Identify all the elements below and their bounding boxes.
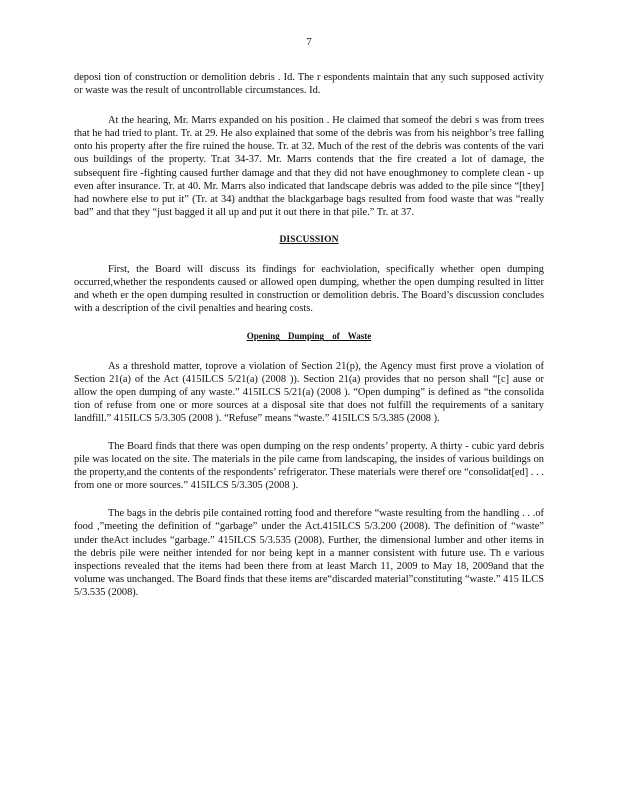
paragraph-discussion-intro: First, the Board will discuss its findings for eachviolation, specifically whether open dumping occurred,whether the respondents caused or allowed open dumping, whether the open dumping resulted in litter and wheth er the open dumping resulted in construction or demolition debris. The Board’s discussion concludes with a description of the civil penalties and hearing costs. <box>74 264 544 315</box>
paragraph-respondents-position: deposi tion of construction or demolition debris . Id. The r espondents maintain that any such supposed activity or waste was the result of uncontrollable circumstances. Id. <box>74 72 544 97</box>
paragraph-threshold-matter: As a threshold matter, toprove a violation of Section 21(p), the Agency must first prove a violation of Section 21(a) of the Act (415ILCS 5/21(a) (2008 )). Section 21(a) provides that no person shall “[c] ause or allow the open dumping of any waste.” 415ILCS 5/21(a) (2008 ). “Open dumping” is defined as “the consolida tion of refuse from one or more sources at a disposal site that does not fulfill the requirements of a sanitary landfill.” 415ILCS 5/3.305 (2008 ). “Refuse” means “waste.” 415ILCS 5/3.385 (2008 ). <box>74 360 544 424</box>
paragraph-board-finds-open-dumping: The Board finds that there was open dumping on the resp ondents’ property. A thirty - cubic yard debris pile was located on the site. The materials in the pile came from landscaping, the insides of various buildings on the property,and the contents of the respondents’ refrigerator. These materials were theref ore “consolidat[ed] . . . from one or more sources.” 415ILCS 5/3.305 (2008 ). <box>74 440 544 492</box>
document-body <box>74 71 544 614</box>
section-heading-discussion <box>74 234 544 247</box>
paragraph-garbage-waste: The bags in the debris pile contained rotting food and therefore “waste resulting from the handling . . .of food ,”meeting the definition of “garbage” under the Act.415ILCS 5/3.200 (2008). The definition of “waste” under theAct includes “garbage.” 415ILCS 5/3.535 (2008). Further, the dimensional lumber and other items in the debris pile were neither intended for nor being kept in a manner consistent with future use. Th e various inspections revealed that the items had been there from at least March 11, 2009 to May 18, 2009and that the volume was unchanged. The Board finds that these items are“discarded material”constituting “waste.” 415 ILCS 5/3.535 (2008). <box>74 508 544 598</box>
section-heading-discussion-text: DISCUSSION <box>279 234 339 245</box>
subsection-heading-open-dumping <box>74 330 544 343</box>
paragraph-hearing-testimony: At the hearing, Mr. Marrs expanded on his position . He claimed that someof the debri s was from trees that he had tried to plant. Tr. at 29. He also explained that some of the debris was from his neighbor’s tree falling onto his property after the fire ruined the house. Tr. at 32. Much of the rest of the debris was contents of the vari ous buildings of the property. Tr.at 34-37. Mr. Marrs contends that the fire created a lot of damage, the subsequent fire -fighting caused further damage and that they did not have enoughmoney to complete clean - up even after insurance. Tr. at 40. Mr. Marrs also indicated that landscape debris was added to the pile since “[they] had nowhere else to put it” (Tr. at 34) andthat the blackgarbage bags resulted from food waste that was “really bad” and that they “just bagged it all up and put it out there in that pile.” Tr. at 37. <box>74 115 544 218</box>
page-number: 7 <box>306 36 312 48</box>
subsection-heading-open-dumping-text: Opening Dumping of Waste <box>246 331 372 342</box>
